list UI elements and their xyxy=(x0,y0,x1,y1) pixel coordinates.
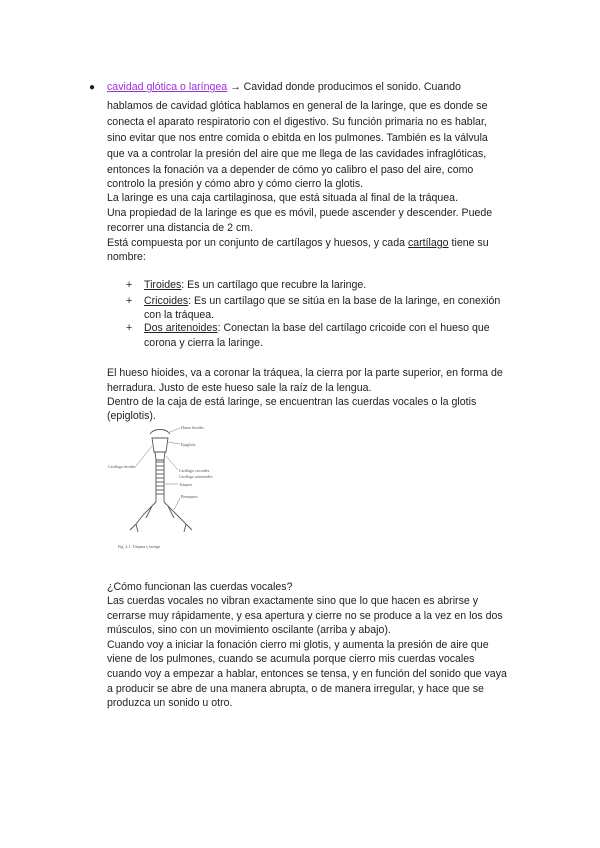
subitem-text: : Es un cartílago que se sitúa en la base de la laringe, en conexión xyxy=(188,295,501,307)
paragraph-line: Las cuerdas vocales no vibran exactamente sino que lo que hacen es abrirse y xyxy=(107,595,479,607)
plus-icon: + xyxy=(126,322,133,334)
figure-label: Tráquea xyxy=(179,482,192,487)
paragraph-line: entonces la fonación va a depender de cómo yo calibro el paso del aire, como xyxy=(107,164,474,176)
composed-line-2: nombre: xyxy=(107,251,146,263)
paragraph-line: sino evitar que nos entre comida o ebitda en los pulmones. También es la válvula xyxy=(107,132,488,144)
subitem-text: : Conectan la base del cartílago cricoide con el hueso que xyxy=(217,322,490,334)
subitem-term: Cricoides xyxy=(144,295,189,307)
paragraph-line: viene de los pulmones, cuando se acumula porque cierro mis cuerdas vocales xyxy=(107,653,475,665)
paragraph-line: controlo la presión y cómo abro y cómo cierro la glotis. xyxy=(107,178,364,190)
figure-label: Cartílago aritenoides xyxy=(179,474,213,479)
figure-label: Epiglotis xyxy=(181,442,196,447)
paragraph-line: La laringe es una caja cartilaginosa, que está situada al final de la tráquea. xyxy=(107,192,459,204)
paragraph-line: a producir se abre de una manera abrupta, o de manera irregular, y hace que se xyxy=(107,683,484,695)
bullet-first-line xyxy=(107,80,461,94)
paragraph-line: hablamos de cavidad glótica hablamos en general de la laringe, que es donde se xyxy=(107,100,488,112)
subitem-tiroides xyxy=(144,278,366,292)
paragraph-line: Dentro de la caja de está laringe, se encuentran las cuerdas vocales o la glotis xyxy=(107,396,477,408)
subitem-continuation: corona y cierra la laringe. xyxy=(144,337,263,349)
paragraph-line: El hueso hioides, va a coronar la tráquea, la cierra por la parte superior, en forma de xyxy=(107,367,503,379)
paragraph-line: músculos, sino con un movimiento oscilante (arriba y abajo). xyxy=(107,624,391,636)
figure-label: Hueso hioides xyxy=(181,425,204,430)
bullet-first-line-text: → Cavidad donde producimos el sonido. Cuando xyxy=(227,81,461,93)
paragraph-line: recorrer una distancia de 2 cm. xyxy=(107,222,254,234)
figure-caption: Fig. 2.1. Tráquea y laringe xyxy=(118,544,161,549)
composed-text-end: tiene su xyxy=(448,237,489,249)
plus-icon: + xyxy=(126,279,133,291)
figure-label: Cartílago cricoides xyxy=(179,468,210,473)
cavidad-glotica-link[interactable]: cavidad glótica o laríngea xyxy=(107,81,228,93)
subitem-term: Tiroides xyxy=(144,279,182,291)
paragraph-line: cerrarse muy rápidamente, y esa apertura y cierre no se produce a la vez en los dos xyxy=(107,610,503,622)
figure-label: Cartílago tiroides xyxy=(108,464,136,469)
subitem-aritenoides xyxy=(144,321,490,335)
cartilago-link[interactable]: cartílago xyxy=(407,237,449,249)
paragraph-line: que va a controlar la presión del aire que me llega de las cavidades infraglóticas, xyxy=(107,148,487,160)
composed-line xyxy=(107,236,489,250)
subitem-text: : Es un cartílago que recubre la laringe. xyxy=(181,279,367,291)
composed-text: Está compuesta por un conjunto de cartílagos y huesos, y cada xyxy=(107,237,408,249)
subitem-continuation: con la tráquea. xyxy=(144,309,215,321)
plus-icon: + xyxy=(126,295,133,307)
paragraph-line: (epiglotis). xyxy=(107,410,156,422)
larynx-trachea-figure xyxy=(108,422,216,552)
subitem-cricoides xyxy=(144,294,500,308)
bullet-dot-icon: ● xyxy=(89,82,96,93)
vocal-question: ¿Cómo funcionan las cuerdas vocales? xyxy=(107,581,293,593)
subitem-term: Dos aritenoides xyxy=(144,322,218,334)
paragraph-line: herradura. Justo de este hueso sale la raíz de la lengua. xyxy=(107,382,372,394)
paragraph-line: Una propiedad de la laringe es que es móvil, puede ascender y descender. Puede xyxy=(107,207,493,219)
paragraph-line: Cuando voy a iniciar la fonación cierro mi glotis, y aumenta la presión de aire que xyxy=(107,639,489,651)
figure-label: Bronquios xyxy=(181,494,198,499)
paragraph-line: produzca un sonido u otro. xyxy=(107,697,233,709)
paragraph-line: cuando voy a empezar a hablar, entonces se tensa, y en función del sonido que vaya xyxy=(107,668,507,680)
paragraph-line: conecta el aparato respiratorio con el digestivo. Su función primaria no es hablar, xyxy=(107,116,487,128)
